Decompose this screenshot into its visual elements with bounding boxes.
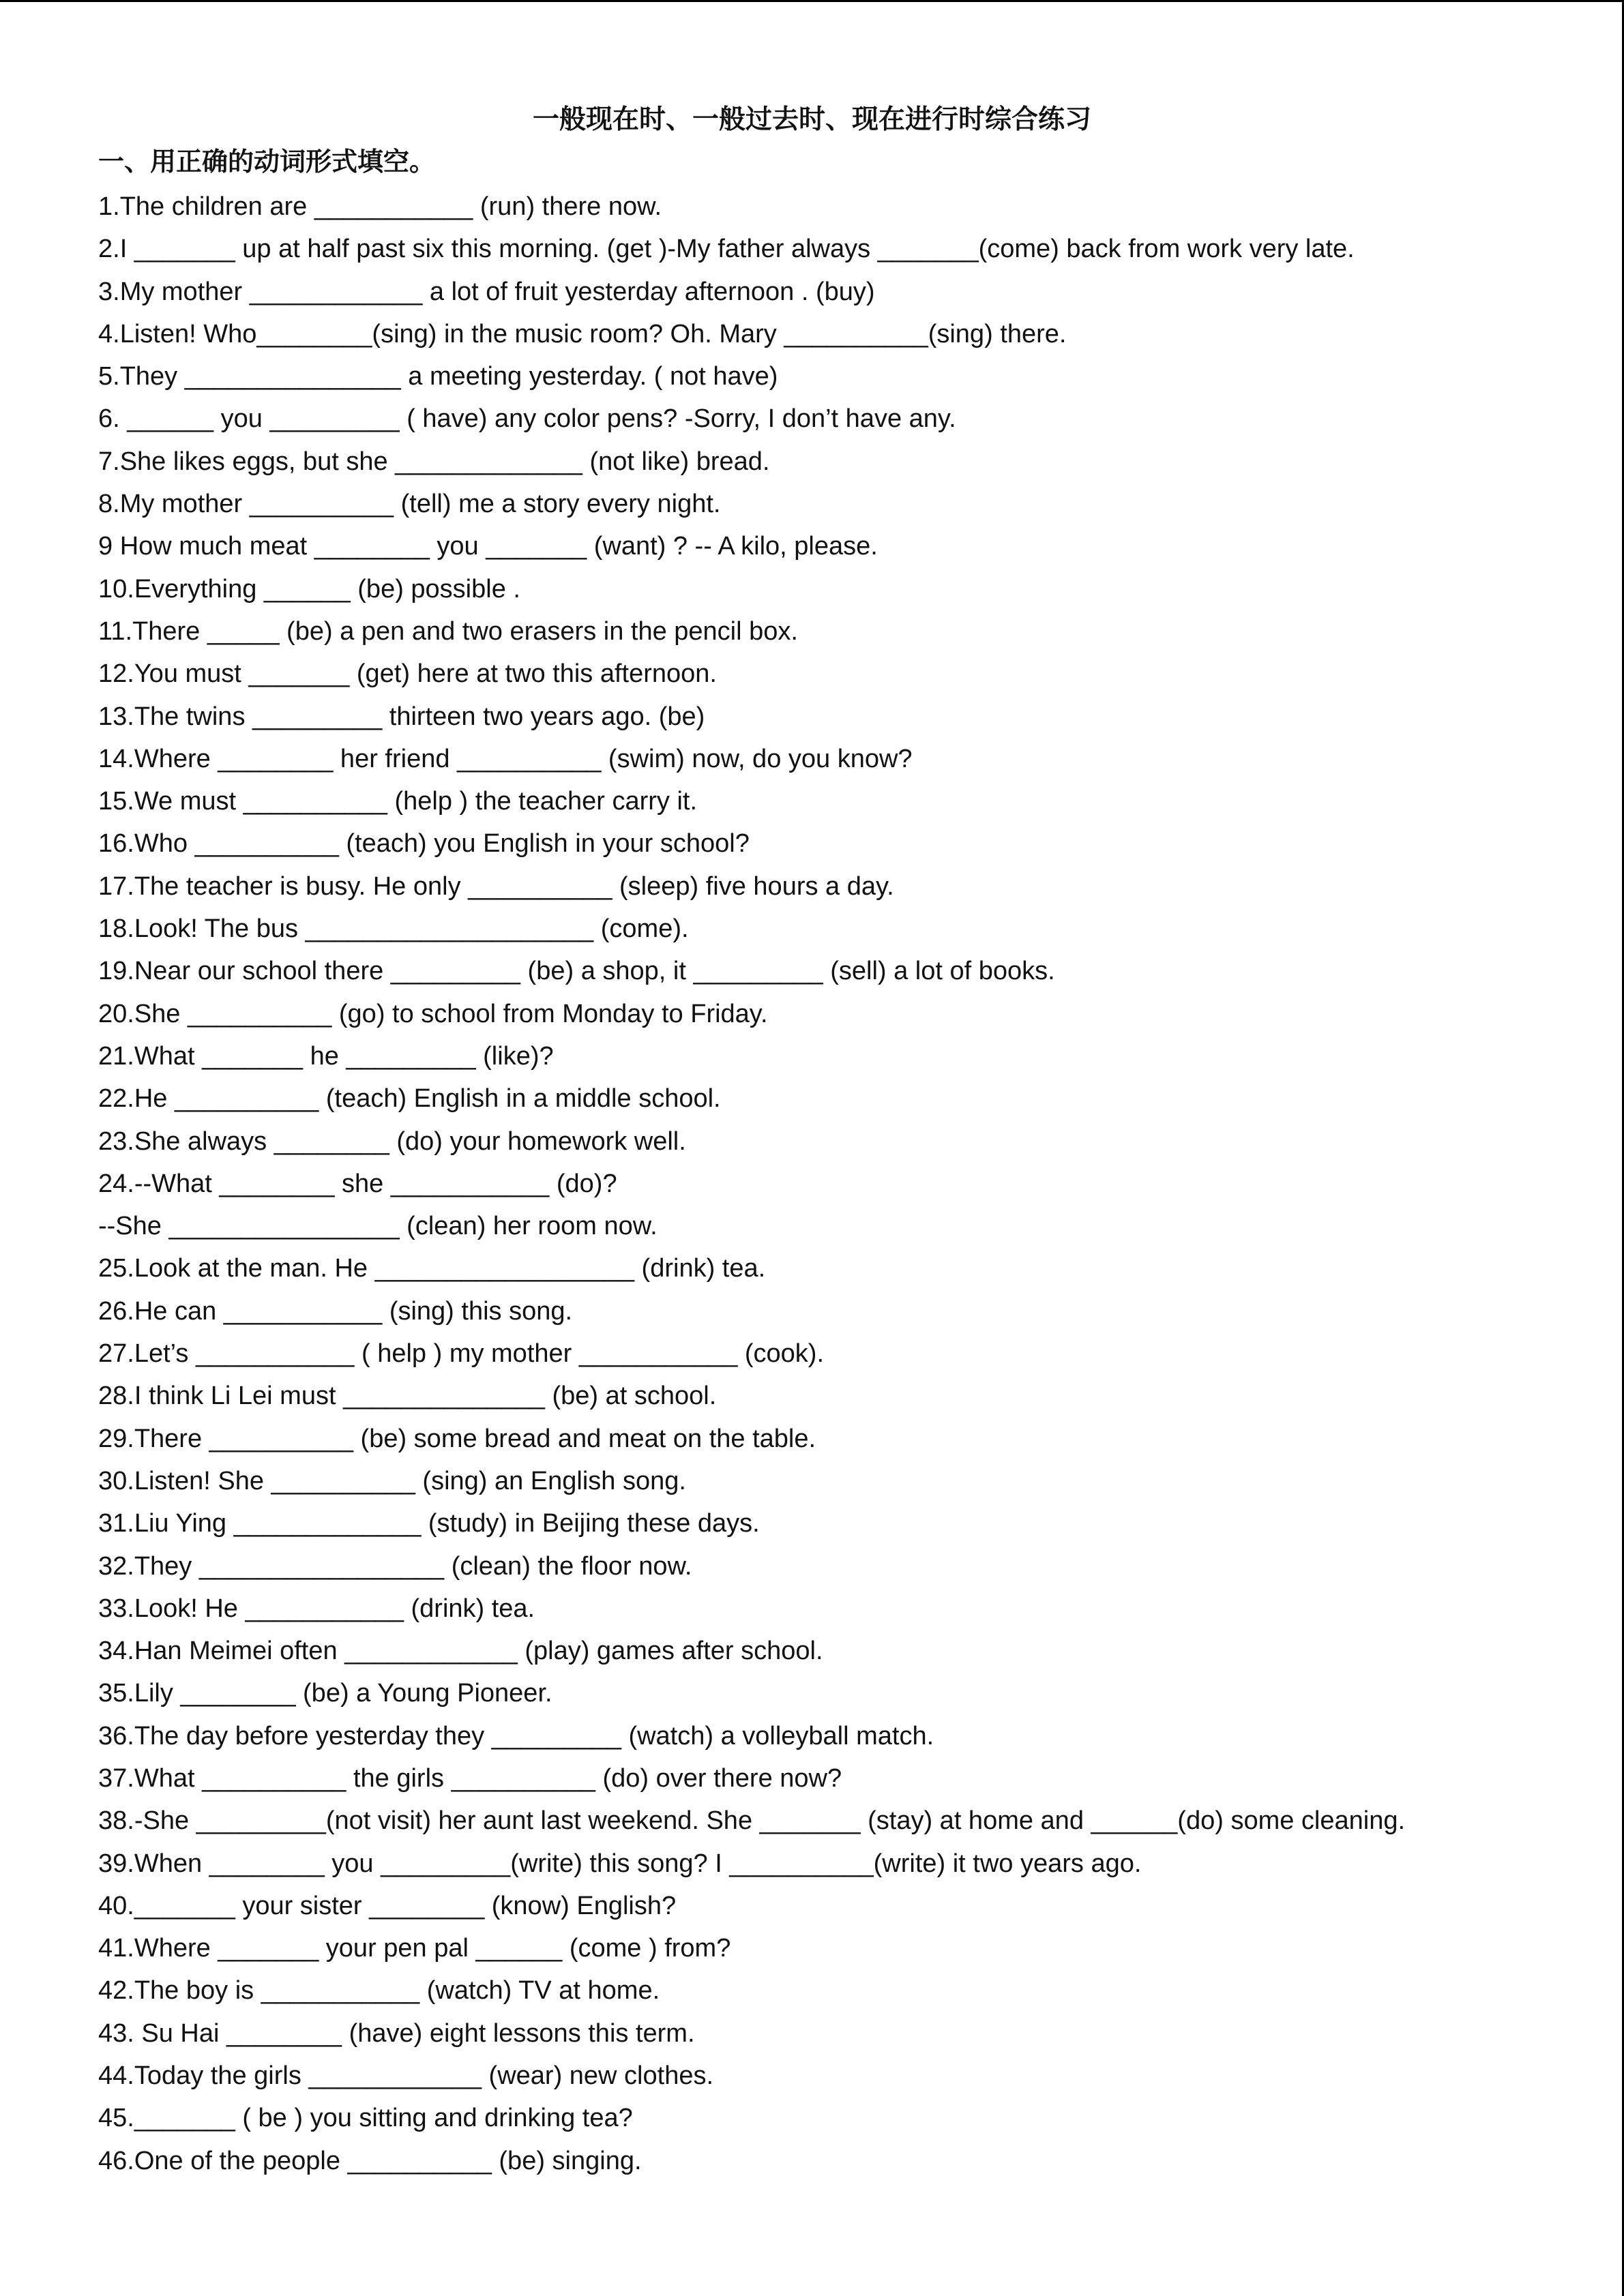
question-42: 42.The boy is ___________ (watch) TV at home. <box>98 1976 660 2006</box>
section-heading: 一、用正确的动词形式填空。 <box>98 147 436 177</box>
question-1: 1.The children are ___________ (run) there now. <box>98 192 662 221</box>
question-38: 38.-She _________(not visit) her aunt last weekend. She _______ (stay) at home and ______(do) some cleaning. <box>98 1806 1406 1836</box>
question-35: 35.Lily ________ (be) a Young Pioneer. <box>98 1679 552 1708</box>
question-9: 9 How much meat ________ you _______ (want) ? -- A kilo, please. <box>98 532 878 561</box>
question-5: 5.They _______________ a meeting yesterday. ( not have) <box>98 362 778 391</box>
question-33: 33.Look! He ___________ (drink) tea. <box>98 1594 535 1623</box>
question-41: 41.Where _______ your pen pal ______ (come ) from? <box>98 1934 731 1963</box>
question-43: 43. Su Hai ________ (have) eight lessons this term. <box>98 2018 695 2048</box>
question-40: 40._______ your sister ________ (know) English? <box>98 1891 677 1920</box>
question-19: 19.Near our school there _________ (be) a shop, it _________ (sell) a lot of books. <box>98 957 1055 986</box>
page-top-border <box>0 0 1624 2</box>
question-15: 15.We must __________ (help ) the teacher carry it. <box>98 787 698 816</box>
question-24: 24.--What ________ she ___________ (do)? <box>98 1169 617 1198</box>
question-14: 14.Where ________ her friend __________ (swim) now, do you know? <box>98 744 913 773</box>
question-23: 23.She always ________ (do) your homework well. <box>98 1127 686 1156</box>
question-36: 36.The day before yesterday they _________ (watch) a volleyball match. <box>98 1721 934 1750</box>
question-22: 22.He __________ (teach) English in a middle school. <box>98 1084 721 1114</box>
question-25: 25.Look at the man. He __________________ (drink) tea. <box>98 1254 766 1283</box>
question-26: 26.He can ___________ (sing) this song. <box>98 1296 573 1326</box>
question-2: 2.I _______ up at half past six this morning. (get )-My father always _______(come) back from work very late. <box>98 235 1355 264</box>
question-31: 31.Liu Ying _____________ (study) in Beijing these days. <box>98 1509 760 1538</box>
question-37: 37.What __________ the girls __________ (do) over there now? <box>98 1763 842 1793</box>
question-3: 3.My mother ____________ a lot of fruit yesterday afternoon . (buy) <box>98 277 875 306</box>
question-6: 6. ______ you _________ ( have) any color pens? -Sorry, I don’t have any. <box>98 404 956 434</box>
question-12: 12.You must _______ (get) here at two this afternoon. <box>98 659 717 689</box>
question-32: 32.They _________________ (clean) the floor now. <box>98 1551 692 1581</box>
question-11: 11.There _____ (be) a pen and two erasers in the pencil box. <box>98 616 798 646</box>
question-18: 18.Look! The bus ____________________ (come). <box>98 914 689 944</box>
question-27: 27.Let’s ___________ ( help ) my mother ___________ (cook). <box>98 1339 825 1369</box>
question-29: 29.There __________ (be) some bread and meat on the table. <box>98 1424 816 1453</box>
question-13: 13.The twins _________ thirteen two years ago. (be) <box>98 702 705 731</box>
question-8: 8.My mother __________ (tell) me a story every night. <box>98 490 721 519</box>
question-30: 30.Listen! She __________ (sing) an English song. <box>98 1466 686 1495</box>
question-34: 34.Han Meimei often ____________ (play) games after school. <box>98 1637 823 1666</box>
question-17: 17.The teacher is busy. He only __________ (sleep) five hours a day. <box>98 871 894 901</box>
question-16: 16.Who __________ (teach) you English in your school? <box>98 829 750 859</box>
question-24-answer-line: --She ________________ (clean) her room now. <box>98 1212 658 1241</box>
question-4: 4.Listen! Who________(sing) in the music room? Oh. Mary __________(sing) there. <box>98 319 1067 348</box>
question-46: 46.One of the people __________ (be) singing. <box>98 2146 642 2175</box>
question-20: 20.She __________ (go) to school from Monday to Friday. <box>98 999 768 1028</box>
question-28: 28.I think Li Lei must ______________ (be) at school. <box>98 1382 717 1411</box>
question-21: 21.What _______ he _________ (like)? <box>98 1041 554 1071</box>
question-7: 7.She likes eggs, but she _____________ (not like) bread. <box>98 447 770 476</box>
question-list <box>98 185 1592 2182</box>
question-44: 44.Today the girls ____________ (wear) new clothes. <box>98 2061 714 2091</box>
question-10: 10.Everything ______ (be) possible . <box>98 574 520 603</box>
question-39: 39.When ________ you _________(write) this song? I __________(write) it two years ago. <box>98 1849 1142 1878</box>
page-title: 一般现在时、一般过去时、现在进行时综合练习 <box>532 104 1091 135</box>
question-45: 45._______ ( be ) you sitting and drinking tea? <box>98 2104 633 2133</box>
